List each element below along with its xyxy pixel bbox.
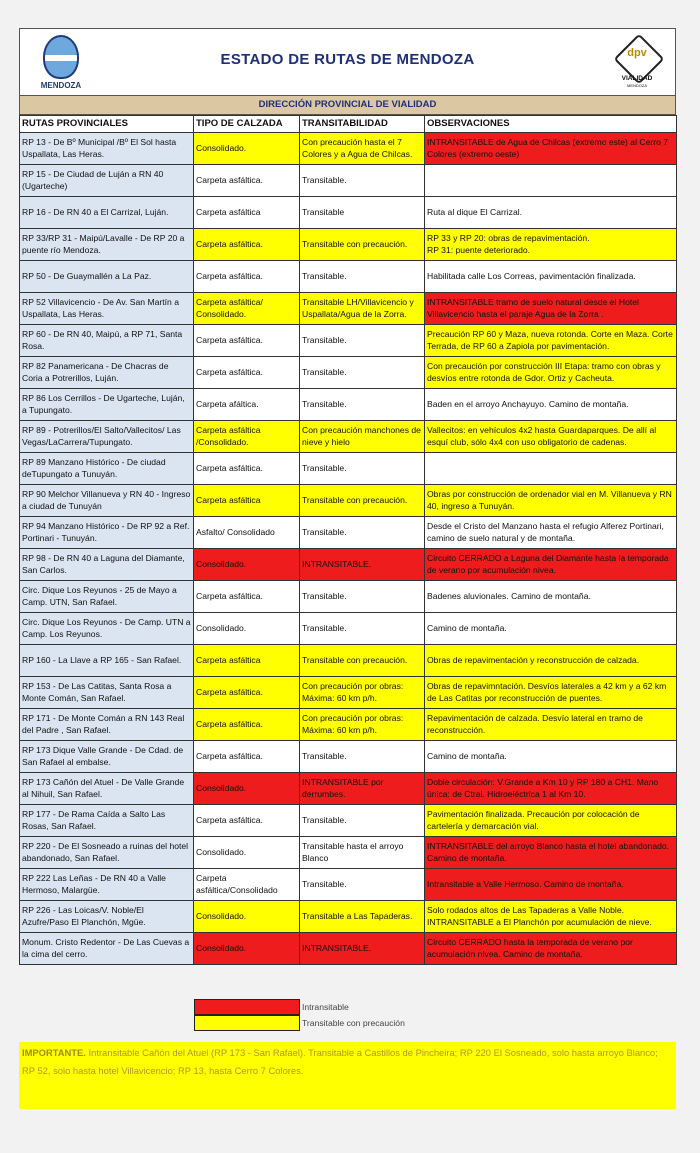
status-cell: Transitable. — [300, 261, 425, 293]
route-cell: RP 33/RP 31 - Maipú/Lavalle - De RP 20 a puente río Mendoza. — [20, 229, 194, 261]
road-type-cell: Consolidado. — [194, 773, 300, 805]
route-cell: RP 98 - De RN 40 a Laguna del Diamante, San Carlos. — [20, 549, 194, 581]
status-cell: Transitable. — [300, 517, 425, 549]
table-header-row — [20, 116, 677, 133]
table-row — [20, 901, 677, 933]
route-cell: RP 226 - Las Loicas/V. Noble/El Azufre/Paso El Planchón, Mgüe. — [20, 901, 194, 933]
status-cell: Transitable. — [300, 741, 425, 773]
road-type-cell: Carpeta asfáltica /Consolidado. — [194, 421, 300, 453]
route-cell: RP 177 - De Rama Caída a Salto Las Rosas, San Rafael. — [20, 805, 194, 837]
table-row — [20, 165, 677, 197]
road-type-cell: Carpeta asfáltica — [194, 197, 300, 229]
table-row — [20, 293, 677, 325]
observations-cell: Baden en el arroyo Anchayuyo. Camino de montaña. — [425, 389, 677, 421]
status-cell: Transitable. — [300, 165, 425, 197]
table-row — [20, 357, 677, 389]
page-title: ESTADO DE RUTAS DE MENDOZA — [220, 51, 475, 68]
table-row — [20, 581, 677, 613]
status-cell: Transitable. — [300, 389, 425, 421]
observations-cell: Repavimentación de calzada. Desvío lateral en tramo de reconstrucción. — [425, 709, 677, 741]
column-header-observations: OBSERVACIONES — [425, 116, 677, 133]
road-type-cell: Carpeta asfáltica. — [194, 357, 300, 389]
logo-left-text: MENDOZA — [40, 81, 82, 90]
route-cell: RP 52 Villavicencio - De Av. San Martín a Uspallata, Las Heras. — [20, 293, 194, 325]
road-type-cell: Asfalto/ Consolidado — [194, 517, 300, 549]
road-type-cell: Consolidado. — [194, 133, 300, 165]
observations-cell: Precaución RP 60 y Maza, nueva rotonda. Corte en Maza. Corte Terrada, de RP 60 a Zapiola por pavimentación. — [425, 325, 677, 357]
observations-cell: Doble circulación: V.Grande a Km 10 y RP 180 a CH1. Mano única: de Ctral. Hidroeléctrica 1 al Km 10. — [425, 773, 677, 805]
legend-item — [194, 1015, 405, 1031]
table-row — [20, 453, 677, 485]
route-cell: RP 94 Manzano Histórico - De RP 92 a Ref. Portinari - Tunuyán. — [20, 517, 194, 549]
road-type-cell: Carpeta asfáltica. — [194, 165, 300, 197]
observations-cell: Solo rodados altos de Las Tapaderas a Valle Noble. INTRANSITABLE a El Planchón por acumulación de nieve. — [425, 901, 677, 933]
observations-cell: Con precaución por construcción III Etapa: tramo con obras y desvíos entre rotonda de Gdor. Ortiz y Cacheuta. — [425, 357, 677, 389]
legend-label: Transitable con precaución — [302, 1018, 405, 1028]
status-cell: Transitable. — [300, 613, 425, 645]
subtitle-band: DIRECCIÓN PROVINCIAL DE VIALIDAD — [19, 96, 676, 115]
road-type-cell: Carpeta asfáltica. — [194, 453, 300, 485]
status-cell: Con precaución hasta el 7 Colores y a Agua de Chilcas. — [300, 133, 425, 165]
vialidad-logo — [611, 37, 663, 89]
status-cell: Con precaución por obras: Máxima: 60 km p/h. — [300, 709, 425, 741]
route-cell: RP 220 - De El Sosneado a ruinas del hotel abandonado, San Rafael. — [20, 837, 194, 869]
legend-item — [194, 999, 405, 1015]
status-cell: Transitable. — [300, 453, 425, 485]
status-cell: INTRANSITABLE. — [300, 549, 425, 581]
observations-cell: Desde el Cristo del Manzano hasta el refugio Alferez Portinari, camino de suelo natural y de montaña. — [425, 517, 677, 549]
observations-cell: INTRANSITABLE de Agua de Chilcas (extremo este) al Cerro 7 Colores (extremo oeste) — [425, 133, 677, 165]
route-cell: RP 153 - De Las Catitas, Santa Rosa a Monte Comán, San Rafael. — [20, 677, 194, 709]
status-cell: Con precaución por obras: Máxima: 60 km p/h. — [300, 677, 425, 709]
legend-swatch-red — [194, 999, 300, 1015]
legend-label: Intransitable — [302, 1002, 349, 1012]
road-type-cell: Carpeta asfáltica. — [194, 741, 300, 773]
column-header-routes: RUTAS PROVINCIALES — [20, 116, 194, 133]
table-row — [20, 773, 677, 805]
road-type-cell: Consolidado. — [194, 933, 300, 965]
observations-cell: Circuito CERRADO hasta la temporada de verano por acumulación nivea. Camino de montaña. — [425, 933, 677, 965]
note-text: Intransitable Cañón del Atuel (RP 173 - San Rafael). Transitable a Castillos de Pincheira; RP 220 El Sosneado, solo hasta arroyo Blanco; RP 52, solo hasta hotel Villavicencio; RP 13, hasta Cerro 7 Colores. — [22, 1047, 658, 1076]
logo-right-name: VIALIDAD — [621, 75, 653, 82]
observations-cell: INTRANSITABLE tramo de suelo natural desde el Hotel Villavicencio hasta el paraje Agua de la Zorra . — [425, 293, 677, 325]
route-cell: Circ. Dique Los Reyunos - De Camp. UTN a Camp. Los Reyunos. — [20, 613, 194, 645]
road-type-cell: Carpeta asfáltica. — [194, 677, 300, 709]
road-type-cell: Carpeta asfáltica/ Consolidado. — [194, 293, 300, 325]
table-row — [20, 421, 677, 453]
observations-cell: Obras de repavimentación y reconstrucción de calzada. — [425, 645, 677, 677]
column-header-road-type: TIPO DE CALZADA — [194, 116, 300, 133]
route-cell: RP 50 - De Guaymallén a La Paz. — [20, 261, 194, 293]
observations-cell: Camino de montaña. — [425, 613, 677, 645]
table-row — [20, 837, 677, 869]
header — [19, 28, 676, 96]
logo-right-sub: MENDOZA — [627, 83, 647, 88]
route-cell: RP 15 - De Ciudad de Luján a RN 40 (Ugarteche) — [20, 165, 194, 197]
legend — [194, 999, 405, 1031]
observations-cell: Habilitada calle Los Correas, pavimentación finalizada. — [425, 261, 677, 293]
road-type-cell: Carpeta afáltica. — [194, 389, 300, 421]
table-row — [20, 933, 677, 965]
road-type-cell: Carpeta asfáltica. — [194, 325, 300, 357]
status-cell: Transitable con precaución. — [300, 485, 425, 517]
road-type-cell: Carpeta asfáltica. — [194, 229, 300, 261]
route-cell: RP 173 Cañón del Atuel - De Valle Grande al Nihuil, San Rafael. — [20, 773, 194, 805]
important-note — [19, 1042, 676, 1109]
table-row — [20, 197, 677, 229]
table-row — [20, 645, 677, 677]
table-row — [20, 325, 677, 357]
route-cell: Monum. Cristo Redentor - De Las Cuevas a la cima del cerro. — [20, 933, 194, 965]
route-cell: RP 171 - De Monte Comán a RN 143 Real del Padre , San Rafael. — [20, 709, 194, 741]
observations-cell: Pavimentación finalizada. Precaución por colocación de cartelería y demarcación vial. — [425, 805, 677, 837]
observations-cell: Badenes aluvionales. Camino de montaña. — [425, 581, 677, 613]
routes-table — [19, 115, 677, 965]
status-cell: Transitable. — [300, 581, 425, 613]
status-cell: Transitable — [300, 197, 425, 229]
observations-cell — [425, 453, 677, 485]
status-cell: Transitable. — [300, 325, 425, 357]
route-cell: RP 82 Panamericana - De Chacras de Coria a Potrerillos, Luján. — [20, 357, 194, 389]
column-header-status: TRANSITABILIDAD — [300, 116, 425, 133]
route-cell: Circ. Dique Los Reyunos - 25 de Mayo a Camp. UTN, San Rafael. — [20, 581, 194, 613]
route-cell: RP 13 - De Bº Municipal /Bº El Sol hasta Uspallata, Las Heras. — [20, 133, 194, 165]
table-row — [20, 229, 677, 261]
status-cell: Transitable a Las Tapaderas. — [300, 901, 425, 933]
observations-cell: Obras de repavimntación. Desvíos laterales a 42 km y a 62 km de Las Catitas por reconstrucción de puentes. — [425, 677, 677, 709]
status-cell: Transitable LH/Villavicencio y Uspallata/Agua de la Zorra. — [300, 293, 425, 325]
route-cell: RP 60 - De RN 40, Maipú, a RP 71, Santa Rosa. — [20, 325, 194, 357]
status-cell: Transitable. — [300, 805, 425, 837]
route-cell: RP 16 - De RN 40 a El Carrizal, Luján. — [20, 197, 194, 229]
table-row — [20, 677, 677, 709]
table-row — [20, 485, 677, 517]
road-type-cell: Consolidado. — [194, 901, 300, 933]
observations-cell: RP 33 y RP 20: obras de repavimentación. RP 31: puente deteriorado. — [425, 229, 677, 261]
road-type-cell: Carpeta asfáltica. — [194, 805, 300, 837]
table-row — [20, 869, 677, 901]
route-cell: RP 90 Melchor Villanueva y RN 40 - Ingreso a ciudad de Tunuyán — [20, 485, 194, 517]
road-type-cell: Consolidado. — [194, 549, 300, 581]
table-row — [20, 613, 677, 645]
road-type-cell: Consolidado. — [194, 613, 300, 645]
route-cell: RP 86 Los Cerrillos - De Ugarteche, Luján, a Tupungato. — [20, 389, 194, 421]
route-cell: RP 173 Dique Valle Grande - De Cdad. de San Rafael al embalse. — [20, 741, 194, 773]
route-status-sheet — [19, 28, 676, 965]
status-cell: Transitable. — [300, 869, 425, 901]
status-cell: INTRANSITABLE. — [300, 933, 425, 965]
table-row — [20, 133, 677, 165]
observations-cell: Circuito CERRADO a Laguna del Diamante hasta la temporada de verano por acumulación nivea. — [425, 549, 677, 581]
status-cell: Transitable hasta el arroyo Blanco — [300, 837, 425, 869]
observations-cell: Ruta al dique El Carrizal. — [425, 197, 677, 229]
road-type-cell: Carpeta asfáltica. — [194, 581, 300, 613]
table-row — [20, 805, 677, 837]
road-type-cell: Carpeta asfáltica. — [194, 261, 300, 293]
note-lead: IMPORTANTE. — [22, 1047, 86, 1058]
status-cell: Transitable con precaución. — [300, 645, 425, 677]
road-type-cell: Carpeta asfáltica. — [194, 709, 300, 741]
route-cell: RP 89 Manzano Histórico - De ciudad deTupungato a Tunuyán. — [20, 453, 194, 485]
table-row — [20, 389, 677, 421]
table-row — [20, 261, 677, 293]
status-cell: Transitable. — [300, 357, 425, 389]
observations-cell: INTRANSITABLE del arroyo Blanco hasta el hotel abandonado. Camino de montaña. — [425, 837, 677, 869]
route-cell: RP 89 - Potrerillos/El Salto/Vallecitos/ Las Vegas/LaCarrera/Tupungato. — [20, 421, 194, 453]
status-cell: Transitable con precaución. — [300, 229, 425, 261]
route-cell: RP 160 - La Llave a RP 165 - San Rafael. — [20, 645, 194, 677]
road-type-cell: Carpeta asfáltica — [194, 485, 300, 517]
status-cell: Con precaución manchones de nieve y hielo — [300, 421, 425, 453]
observations-cell: Vallecitos: en vehículos 4x2 hasta Guardaparques. De allí al esquí club, sólo 4x4 con uso obligatorio de cadenas. — [425, 421, 677, 453]
status-cell: INTRANSITABLE por derrumbes. — [300, 773, 425, 805]
observations-cell: Camino de montaña. — [425, 741, 677, 773]
table-body — [20, 133, 677, 965]
table-row — [20, 741, 677, 773]
observations-cell: Intransitable a Valle Hermoso. Camino de montaña. — [425, 869, 677, 901]
route-cell: RP 222 Las Leñas - De RN 40 a Valle Hermoso, Malargüe. — [20, 869, 194, 901]
logo-right-mark: dpv — [627, 47, 647, 59]
observations-cell — [425, 165, 677, 197]
table-row — [20, 517, 677, 549]
table-row — [20, 709, 677, 741]
observations-cell: Obras por construcción de ordenador vial en M. Villanueva y RN 40, ingreso a Tunuyán. — [425, 485, 677, 517]
road-type-cell: Carpeta asfáltica/Consolidado — [194, 869, 300, 901]
road-type-cell: Carpeta asfáltica — [194, 645, 300, 677]
legend-swatch-yellow — [194, 1015, 300, 1031]
road-type-cell: Consolidado. — [194, 837, 300, 869]
table-row — [20, 549, 677, 581]
